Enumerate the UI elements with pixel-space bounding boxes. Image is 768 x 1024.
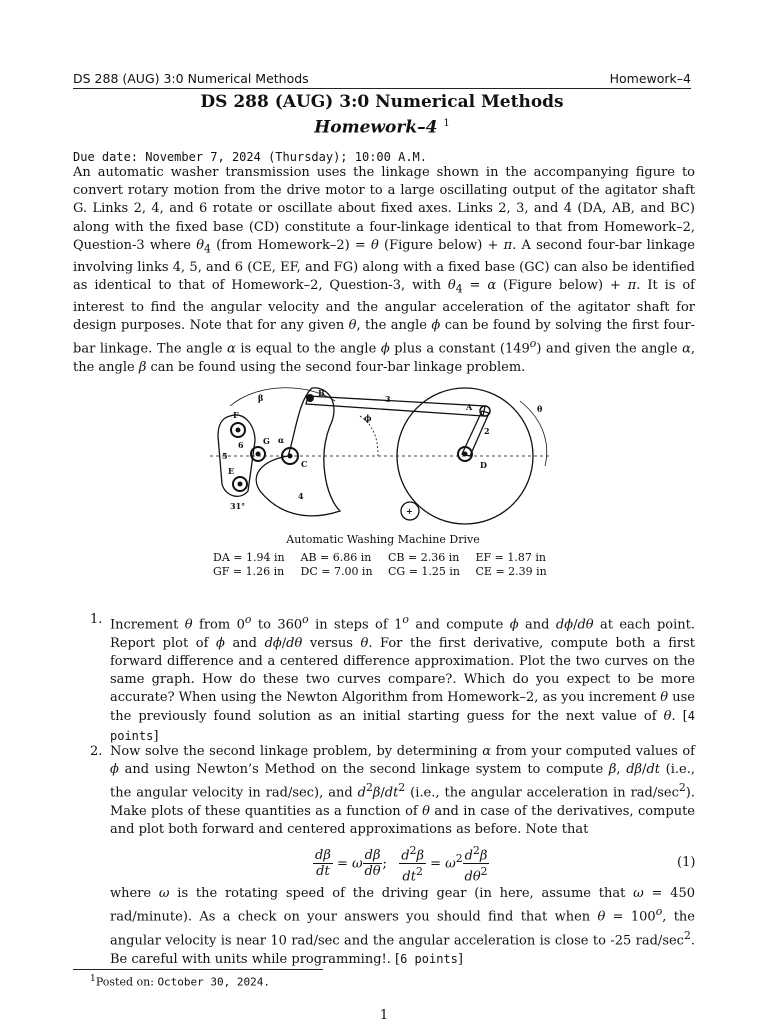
label-d: D [480, 460, 487, 470]
intro-text: plus a constant (149 [389, 341, 530, 357]
intro-text: can be found using the second four-bar linkage problem. [146, 359, 526, 375]
label-c: C [301, 459, 308, 469]
intro-text: , the angle [73, 341, 695, 375]
label-2: 2 [484, 426, 490, 436]
question-2 [73, 743, 695, 839]
dim-ab: AB = 6.86 in [300, 551, 372, 564]
q-text: in steps of 1 [308, 617, 403, 633]
footnote-number: 1 [90, 973, 96, 984]
q-text: use the previously found solution as an initial starting guess for the next value of [110, 690, 696, 725]
pivot-g-dot [256, 452, 261, 457]
due-date: Due date: November 7, 2024 (Thursday); 10:00 A.M. [73, 150, 428, 164]
q-text: ] [153, 728, 159, 744]
q-text: and [224, 635, 265, 651]
q-text: and in case of the derivatives, compute and plot both forward and centered approximations as before. Note that [110, 803, 695, 838]
running-header [73, 66, 691, 89]
title-block [73, 92, 691, 139]
q-text: versus [302, 635, 361, 651]
intro-text: . It is of interest to find the angular velocity and the angular acceleration of the agitator shaft for design purposes. Note that for any given [73, 277, 695, 333]
footnote-mark: 1 [443, 118, 450, 129]
intro-paragraph: An automatic washer transmission uses the linkage shown in the accompanying figure to convert rotary motion from the drive motor to a large oscillating output of the agitator shaft G. Links 2, 4, and 6 rotate or oscillate about fixed axes. Links 2, 3, and 4 (DA, AB, and BC) along with the fixed base (CD) constitute a four-linkage identical to that from Homework–2, Question-3 where $\theta_4$ (from Homework–2) = θ (Figure below) + π. A second four-bar linkage involving links 4, 5, and 6 (CE, EF, and FG) along with a fixed base (GC) can also be identified as identical to that of Homework–2, Question-3, with $\theta_4 = \alpha$ (Figure below) + π. It is of interest to find the angular velocity and the angular acceleration of the agitator shaft for design purposes. Note that for any given θ, the angle ϕ can be found by solving the first four-bar linkage. The angle α is equal to the angle ϕ plus a constant (149$^o$) and given the angle α, the angle β can be found using the second four-bar linkage problem. [73, 165, 695, 375]
q-text: . [ [671, 709, 688, 725]
q-text: (i.e., the angular velocity in rad/sec), and [110, 762, 696, 801]
pivot-f-dot [236, 428, 241, 433]
label-6: 6 [238, 440, 244, 450]
label-phi: ϕ [364, 413, 372, 423]
q-text: . For the first derivative, compute both a first forward difference and a centered difference approximation. Plot the two curves on the same graph. How do these two curves compare?. Which do you expect to be more accurate? When using the Newton Algorithm from Homework–2, as you increment [110, 635, 696, 706]
figure-caption: Automatic Washing Machine Drive [286, 533, 480, 546]
label-3: 3 [385, 394, 391, 404]
q-text: and using Newton’s Method on the second linkage system to compute [118, 762, 609, 778]
pivot-c-dot [288, 454, 293, 459]
label-5: 5 [222, 451, 228, 461]
footnote [90, 973, 270, 989]
label-b: B [318, 388, 325, 398]
dim-cb: CB = 2.36 in [388, 551, 460, 564]
question-number: 2. [90, 744, 103, 759]
label-g: G [263, 436, 270, 446]
q-text: and compute [408, 617, 510, 633]
intro-text: (Figure below) + [496, 277, 628, 293]
dim-da: DA = 1.94 in [213, 551, 285, 564]
equation-number: (1) [677, 855, 696, 870]
label-plus: + [406, 506, 413, 516]
q-text: ] [457, 952, 463, 968]
q-text: from your computed values of [491, 744, 695, 759]
header-homework: Homework–4 [609, 71, 691, 86]
q-text: where [110, 886, 159, 901]
intro-text: ) and given the angle [536, 341, 683, 357]
footnote-divider [73, 969, 323, 970]
dim-cg: CG = 1.25 in [388, 565, 461, 578]
label-4: 4 [298, 491, 304, 501]
q-text: is the rotating speed of the driving gear (in here, assume that [169, 886, 634, 901]
q-text: ). Make plots of these quantities as a function of [110, 785, 695, 819]
label-a: A [466, 402, 473, 412]
question-body: Increment θ from 0$^o$ to 360$^o$ in steps of 1$^o$ and compute ϕ and dϕ/dθ at each point. Report plot of ϕ and dϕ/dθ versus θ. For the first derivative, compute both a first forward difference and a centered difference approximation. Plot the two curves on the same graph. How do these two curves compare?. Which do you expect to be more accurate? When using the Newton Algorithm from Homework–2, as you increment θ use the previously found solution as an initial starting guess for the next value of θ. [4 points] [110, 613, 696, 744]
question-2-continued: where ω is the rotating speed of the driving gear (in here, assume that ω = 450 rad/minute). As a check on your answers you should find that when $\theta = 100^o$, the angular velocity is near 10 rad/sec and the angular acceleration is close to -25 rad/$\sec^2$. Be careful with units while programming!. [6 points] [110, 886, 695, 968]
label-31deg: 31° [230, 501, 246, 511]
q-text: and [518, 617, 556, 633]
subtitle-text: Homework–4 [314, 117, 438, 138]
question-1 [73, 611, 695, 746]
pivot-b [306, 394, 314, 402]
q-text: Now solve the second linkage problem, by determining [110, 744, 483, 759]
dim-dc: DC = 7.00 in [300, 565, 373, 578]
dim-gf: GF = 1.26 in [213, 565, 285, 578]
q-text: at each point. Report plot of [110, 617, 695, 651]
footnote-label: Posted on: [95, 975, 158, 989]
link-3 [306, 396, 485, 416]
q-text: to 360 [251, 617, 303, 633]
document-title: DS 288 (AUG) 3:0 Numerical Methods [200, 92, 564, 112]
q-text: from 0 [192, 617, 245, 633]
page-number: 1 [379, 1008, 389, 1023]
label-alpha: α [278, 435, 285, 445]
pivot-e-dot [238, 482, 243, 487]
linkage-figure [200, 376, 560, 576]
label-f: F [233, 410, 239, 420]
q-text: (i.e., the angular acceleration in rad/sec [405, 785, 679, 801]
intro-text: . A second four-bar linkage involving links 4, 5, and 6 (CE, EF, and FG) along with a fixed base (GC) can also be identified as identical to that of Homework–2, Question-3, with [73, 237, 695, 293]
header-course: DS 288 (AUG) 3:0 Numerical Methods [73, 71, 309, 86]
document-subtitle [73, 113, 691, 139]
equation-1: $\frac{d\beta}{dt}$ = ω $\frac{d\beta}{d\theta}$ ; $\frac{d^2\beta}{dt^2}$ = $\omega^2$ $\frac{d^2\beta}{d\theta^2}$ [315, 844, 488, 885]
intro-text: , the angle [356, 317, 432, 333]
intro-text: An automatic washer transmission uses the linkage shown in the accompanying figure to convert rotary motion from the drive motor to a large oscillating output of the agitator shaft G. Links 2, 4, and 6 rotate or oscillate about fixed axes. Links 2, 3, and 4 (DA, AB, and BC) along with the fixed base (CD) constitute a four-linkage identical to that from Homework–2, Question-3 where [73, 165, 695, 253]
intro-text: (Figure below) + [378, 237, 504, 253]
q-text: . Be careful with units while programming!. [ [110, 933, 695, 968]
pivot-d-dot [463, 452, 468, 457]
q-text: , the angular velocity is near 10 rad/sec and the angular acceleration is close to -25 rad/sec [110, 909, 695, 949]
dim-ce: CE = 2.39 in [475, 565, 547, 578]
question-number: 1. [90, 612, 103, 627]
label-beta: β [258, 393, 264, 403]
label-e: E [228, 466, 235, 476]
q-text: ). As a check on your answers you should find that when [182, 909, 598, 925]
intro-text: can be found by solving the first four-bar linkage. The angle [73, 317, 695, 357]
dim-ef: EF = 1.87 in [475, 551, 546, 564]
linkage-diagram [200, 376, 560, 576]
footnote-date: October 30, 2024. [157, 975, 271, 989]
intro-text: is equal to the angle [235, 341, 381, 357]
intro-text: (from Homework–2) = [210, 237, 371, 253]
points-q1: 4 points [110, 709, 695, 743]
label-theta: θ [537, 404, 543, 414]
link-dimensions [213, 551, 563, 579]
dimension-row [213, 551, 563, 565]
q-text: Increment [110, 617, 185, 633]
dimension-row [213, 565, 563, 579]
points-q2: 6 points [400, 952, 458, 967]
question-body: Now solve the second linkage problem, by determining α from your computed values of ϕ and using Newton’s Method on the second linkage system to compute β, dβ/dt (i.e., the angular velocity in rad/sec), and $d^2\beta/dt^2$ (i.e., the angular acceleration in rad/$\sec^2$). Make plots of these quantities as a function of θ and in case of the derivatives, compute and plot both forward and centered approximations as before. Note that [110, 744, 696, 838]
